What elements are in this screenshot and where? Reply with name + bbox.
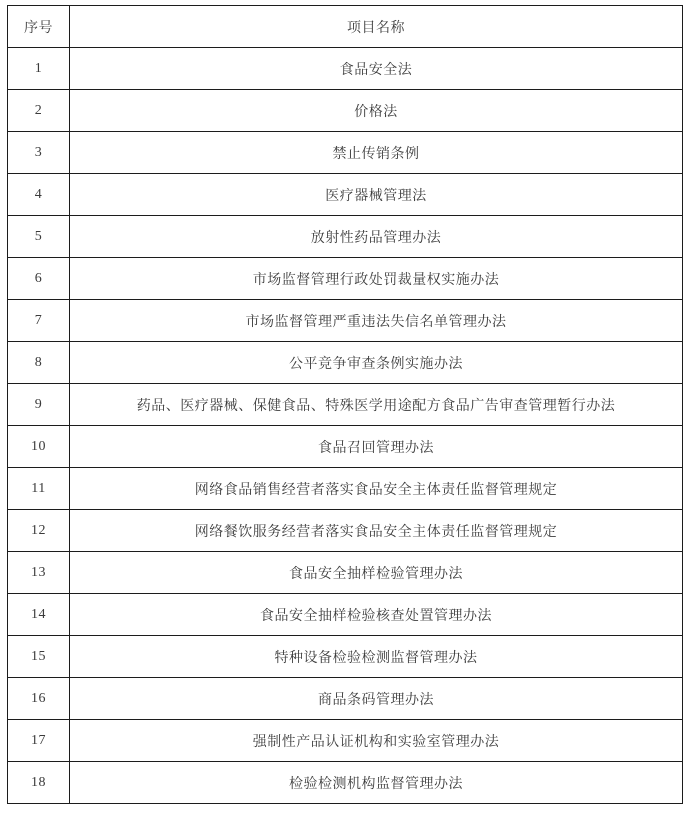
table-row <box>8 174 683 216</box>
table-row <box>8 426 683 468</box>
table-row <box>8 342 683 384</box>
table-row <box>8 552 683 594</box>
row-serial-number-cell: 12 <box>8 510 70 552</box>
row-project-name-cell: 食品安全抽样检验核查处置管理办法 <box>70 594 683 636</box>
table-body <box>8 48 683 804</box>
row-serial-number-cell: 1 <box>8 48 70 90</box>
row-serial-number-cell: 16 <box>8 678 70 720</box>
table-header-row <box>8 6 683 48</box>
row-project-name-cell: 强制性产品认证机构和实验室管理办法 <box>70 720 683 762</box>
table-row <box>8 510 683 552</box>
row-serial-number-cell: 11 <box>8 468 70 510</box>
table-row <box>8 90 683 132</box>
row-project-name-cell: 商品条码管理办法 <box>70 678 683 720</box>
row-serial-number-cell: 10 <box>8 426 70 468</box>
row-serial-number-cell: 2 <box>8 90 70 132</box>
row-project-name-cell: 价格法 <box>70 90 683 132</box>
table-row <box>8 678 683 720</box>
row-project-name-cell: 药品、医疗器械、保健食品、特殊医学用途配方食品广告审查管理暂行办法 <box>70 384 683 426</box>
row-project-name-cell: 市场监督管理行政处罚裁量权实施办法 <box>70 258 683 300</box>
header-cell-project-name: 项目名称 <box>70 6 683 48</box>
row-serial-number-cell: 7 <box>8 300 70 342</box>
row-project-name-cell: 食品召回管理办法 <box>70 426 683 468</box>
row-serial-number-cell: 6 <box>8 258 70 300</box>
row-serial-number-cell: 14 <box>8 594 70 636</box>
row-project-name-cell: 放射性药品管理办法 <box>70 216 683 258</box>
table-row <box>8 468 683 510</box>
table-row <box>8 762 683 804</box>
row-serial-number-cell: 3 <box>8 132 70 174</box>
row-serial-number-cell: 8 <box>8 342 70 384</box>
row-serial-number-cell: 5 <box>8 216 70 258</box>
row-serial-number-cell: 4 <box>8 174 70 216</box>
row-project-name-cell: 公平竞争审查条例实施办法 <box>70 342 683 384</box>
row-project-name-cell: 网络餐饮服务经营者落实食品安全主体责任监督管理规定 <box>70 510 683 552</box>
table-row <box>8 636 683 678</box>
row-project-name-cell: 检验检测机构监督管理办法 <box>70 762 683 804</box>
table-row <box>8 720 683 762</box>
row-serial-number-cell: 13 <box>8 552 70 594</box>
table-row <box>8 594 683 636</box>
row-project-name-cell: 市场监督管理严重违法失信名单管理办法 <box>70 300 683 342</box>
row-serial-number-cell: 17 <box>8 720 70 762</box>
table-row <box>8 384 683 426</box>
table-row <box>8 300 683 342</box>
row-project-name-cell: 食品安全法 <box>70 48 683 90</box>
table-row <box>8 48 683 90</box>
table-row <box>8 132 683 174</box>
row-project-name-cell: 网络食品销售经营者落实食品安全主体责任监督管理规定 <box>70 468 683 510</box>
row-project-name-cell: 食品安全抽样检验管理办法 <box>70 552 683 594</box>
row-project-name-cell: 禁止传销条例 <box>70 132 683 174</box>
row-serial-number-cell: 9 <box>8 384 70 426</box>
row-project-name-cell: 医疗器械管理法 <box>70 174 683 216</box>
table-row <box>8 258 683 300</box>
header-cell-serial-number: 序号 <box>8 6 70 48</box>
row-serial-number-cell: 18 <box>8 762 70 804</box>
regulations-table <box>7 5 683 804</box>
row-serial-number-cell: 15 <box>8 636 70 678</box>
table-row <box>8 216 683 258</box>
row-project-name-cell: 特种设备检验检测监督管理办法 <box>70 636 683 678</box>
